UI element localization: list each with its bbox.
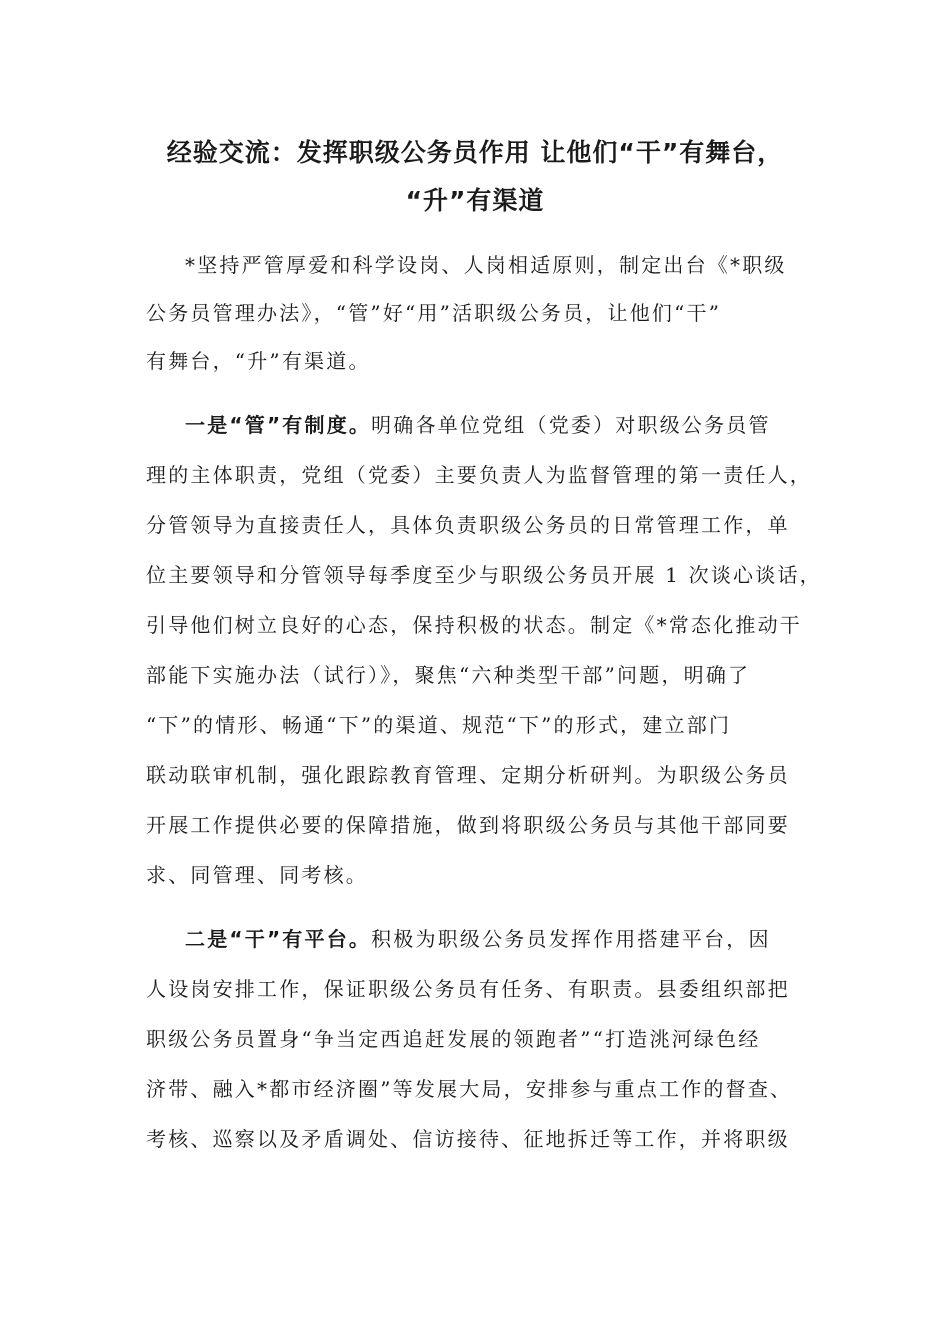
- section2-first-line-text: 积极为职级公务员发挥作用搭建平台，因: [371, 927, 771, 951]
- section1-heading: 一是“管”有制度。: [185, 413, 372, 437]
- section1-line: 位主要领导和分管领导每季度至少与职级公务员开展 1 次谈心谈话，: [146, 563, 822, 587]
- section2-line: 考核、巡察以及矛盾调处、信访接待、征地拆迁等工作，并将职级: [146, 1127, 790, 1151]
- section2-line: 济带、融入*都市经济圈”等发展大局，安排参与重点工作的督查、: [146, 1077, 793, 1101]
- section1-first-line: [185, 410, 771, 440]
- intro-line-1: *坚持严管厚爱和科学设岗、人岗相适原则，制定出台《*职级: [185, 253, 787, 277]
- section1-line: 开展工作提供必要的保障措施，做到将职级公务员与其他干部同要: [146, 813, 790, 837]
- section1-line: 引导他们树立良好的心态，保持积极的状态。制定《*常态化推动干: [146, 613, 802, 637]
- section2-line: 职级公务员置身“争当定西追赶发展的领跑者”“打造洮河绿色经: [146, 1027, 761, 1051]
- document-title-line-1: 经验交流：发挥职级公务员作用 让他们“干”有舞台，: [166, 138, 784, 167]
- section1-line: 分管领导为直接责任人，具体负责职级公务员的日常管理工作，单: [146, 513, 790, 537]
- document-title-line-2: “升”有渠道: [405, 186, 545, 215]
- section1-line: 联动联审机制，强化跟踪教育管理、定期分析研判。为职级公务员: [146, 763, 790, 787]
- section1-line: “下”的情形、畅通“下”的渠道、规范“下”的形式，建立部门: [146, 713, 732, 737]
- section1-first-line-text: 明确各单位党组（党委）对职级公务员管: [371, 413, 771, 437]
- intro-line-2: 公务员管理办法》，“管”好“用”活职级公务员，让他们“干”: [146, 301, 722, 325]
- intro-line-3: 有舞台，“升”有渠道。: [146, 349, 371, 373]
- section2-first-line: [185, 924, 771, 954]
- section2-line: 人设岗安排工作，保证职级公务员有任务、有职责。县委组织部把: [146, 977, 790, 1001]
- section1-line: 部能下实施办法（试行）》，聚焦“六种类型干部”问题，明确了: [146, 663, 751, 687]
- section2-heading: 二是“干”有平台。: [185, 927, 372, 951]
- section1-line: 求、同管理、同考核。: [146, 863, 368, 887]
- section1-line: 理的主体职责，党组（党委）主要负责人为监督管理的第一责任人，: [146, 463, 812, 487]
